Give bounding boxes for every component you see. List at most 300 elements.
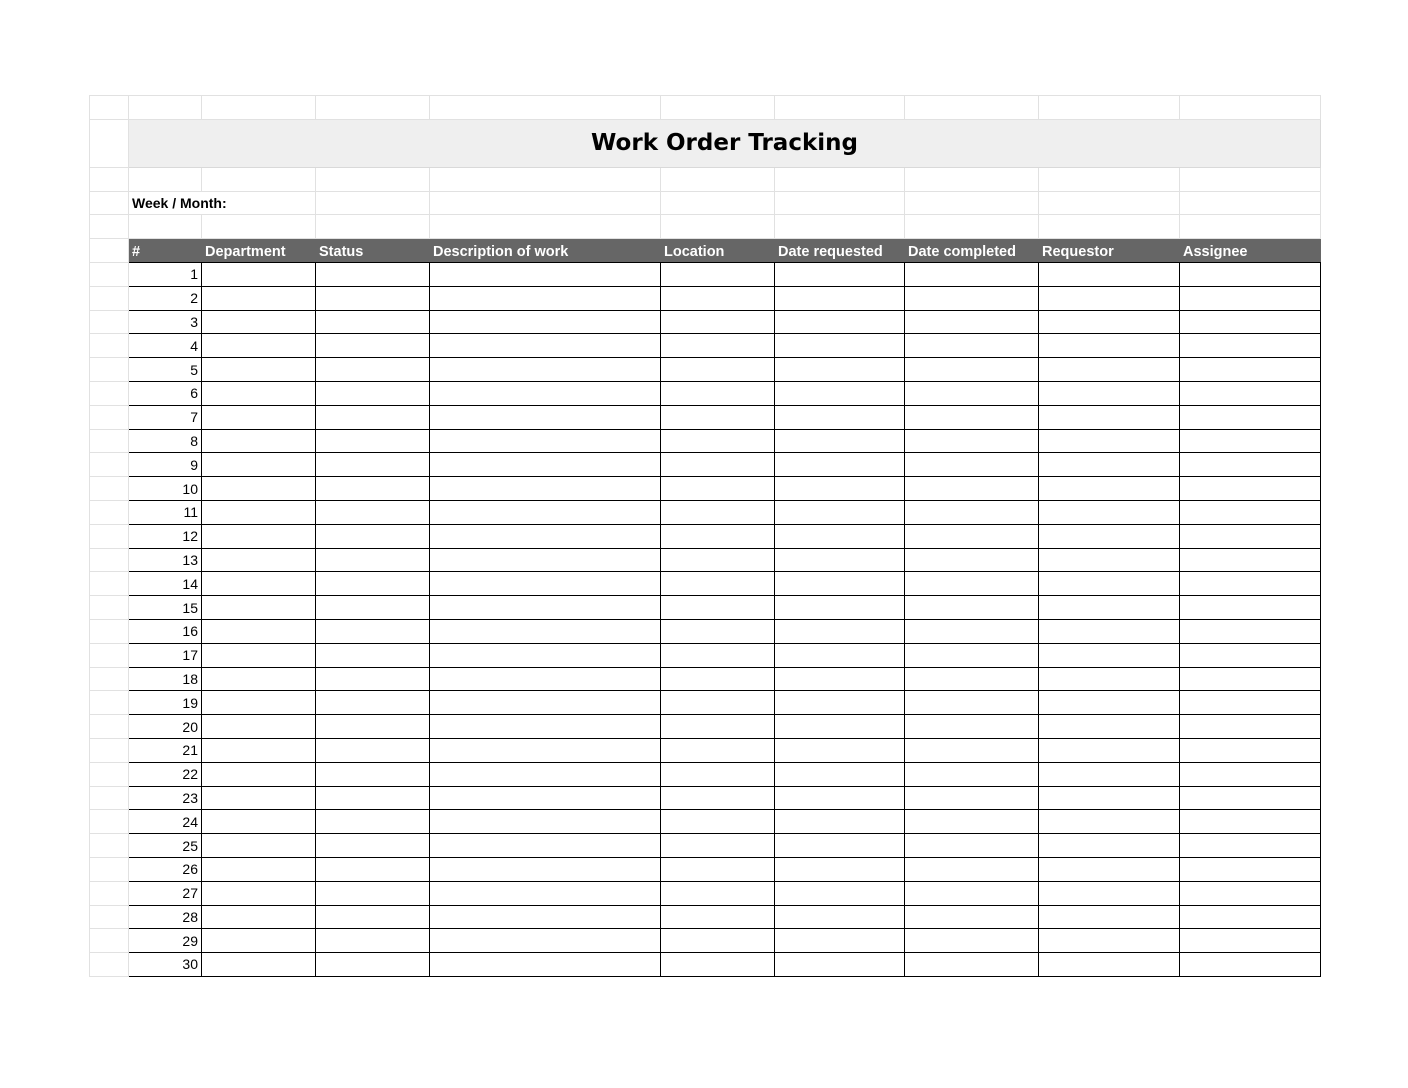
cell-requestor[interactable]	[1039, 262, 1180, 286]
cell-assignee[interactable]	[1180, 762, 1321, 786]
cell-requestor[interactable]	[1039, 572, 1180, 596]
cell-date-completed[interactable]	[905, 524, 1039, 548]
table-row	[90, 596, 1321, 620]
cell-department[interactable]	[202, 381, 316, 405]
cell-status[interactable]	[316, 881, 430, 905]
cell-requestor[interactable]	[1039, 500, 1180, 524]
cell-status[interactable]	[316, 334, 430, 358]
cell-date-requested[interactable]	[775, 477, 905, 501]
cell-description[interactable]	[430, 667, 661, 691]
row-gutter	[90, 810, 129, 834]
cell-requestor[interactable]	[1039, 477, 1180, 501]
cell-description[interactable]	[430, 500, 661, 524]
cell-location[interactable]	[661, 548, 775, 572]
cell-date-requested[interactable]	[775, 286, 905, 310]
cell-location[interactable]	[661, 786, 775, 810]
cell-description[interactable]	[430, 524, 661, 548]
cell-date-completed[interactable]	[905, 500, 1039, 524]
row-number: 22	[129, 762, 202, 786]
row-number: 27	[129, 881, 202, 905]
row-gutter	[90, 857, 129, 881]
cell-assignee[interactable]	[1180, 286, 1321, 310]
cell-location[interactable]	[661, 572, 775, 596]
cell-date-requested[interactable]	[775, 358, 905, 382]
row-gutter	[90, 762, 129, 786]
row-gutter	[90, 381, 129, 405]
cell-status[interactable]	[316, 905, 430, 929]
cell-date-requested[interactable]	[775, 953, 905, 977]
cell-location[interactable]	[661, 310, 775, 334]
cell-status[interactable]	[316, 738, 430, 762]
cell-date-completed[interactable]	[905, 857, 1039, 881]
cell-department[interactable]	[202, 762, 316, 786]
cell-location[interactable]	[661, 881, 775, 905]
cell-status[interactable]	[316, 857, 430, 881]
cell-date-completed[interactable]	[905, 453, 1039, 477]
cell-location[interactable]	[661, 738, 775, 762]
cell-department[interactable]	[202, 453, 316, 477]
cell-requestor[interactable]	[1039, 596, 1180, 620]
cell-location[interactable]	[661, 524, 775, 548]
cell-status[interactable]	[316, 286, 430, 310]
row-gutter	[90, 643, 129, 667]
cell-assignee[interactable]	[1180, 691, 1321, 715]
cell-date-requested[interactable]	[775, 572, 905, 596]
cell-date-completed[interactable]	[905, 810, 1039, 834]
cell-location[interactable]	[661, 477, 775, 501]
table-row	[90, 334, 1321, 358]
cell-department[interactable]	[202, 738, 316, 762]
cell-requestor[interactable]	[1039, 643, 1180, 667]
cell-date-completed[interactable]	[905, 310, 1039, 334]
cell-date-requested[interactable]	[775, 715, 905, 739]
row-number: 17	[129, 643, 202, 667]
title-row	[90, 119, 1321, 167]
cell-requestor[interactable]	[1039, 548, 1180, 572]
cell-department[interactable]	[202, 334, 316, 358]
cell-location[interactable]	[661, 429, 775, 453]
cell-assignee[interactable]	[1180, 834, 1321, 858]
row-number: 24	[129, 810, 202, 834]
cell-date-requested[interactable]	[775, 429, 905, 453]
cell-assignee[interactable]	[1180, 381, 1321, 405]
cell-date-completed[interactable]	[905, 477, 1039, 501]
cell-date-requested[interactable]	[775, 524, 905, 548]
cell-department[interactable]	[202, 548, 316, 572]
cell-requestor[interactable]	[1039, 905, 1180, 929]
cell-status[interactable]	[316, 715, 430, 739]
table-row	[90, 453, 1321, 477]
cell-department[interactable]	[202, 477, 316, 501]
cell-assignee[interactable]	[1180, 405, 1321, 429]
cell-description[interactable]	[430, 596, 661, 620]
cell-requestor[interactable]	[1039, 334, 1180, 358]
cell-date-requested[interactable]	[775, 857, 905, 881]
cell-description[interactable]	[430, 619, 661, 643]
cell-location[interactable]	[661, 905, 775, 929]
cell-requestor[interactable]	[1039, 429, 1180, 453]
table-row	[90, 953, 1321, 977]
cell-date-requested[interactable]	[775, 786, 905, 810]
cell-status[interactable]	[316, 691, 430, 715]
table-row	[90, 715, 1321, 739]
cell-requestor[interactable]	[1039, 738, 1180, 762]
cell-requestor[interactable]	[1039, 358, 1180, 382]
cell-department[interactable]	[202, 286, 316, 310]
cell-description[interactable]	[430, 786, 661, 810]
cell-department[interactable]	[202, 310, 316, 334]
cell-description[interactable]	[430, 857, 661, 881]
cell-date-completed[interactable]	[905, 905, 1039, 929]
cell-date-completed[interactable]	[905, 762, 1039, 786]
cell-department[interactable]	[202, 619, 316, 643]
cell-date-requested[interactable]	[775, 881, 905, 905]
cell-location[interactable]	[661, 358, 775, 382]
cell-assignee[interactable]	[1180, 596, 1321, 620]
table-row	[90, 381, 1321, 405]
row-number: 4	[129, 334, 202, 358]
table-row	[90, 572, 1321, 596]
table-row	[90, 548, 1321, 572]
cell-requestor[interactable]	[1039, 857, 1180, 881]
cell-location[interactable]	[661, 715, 775, 739]
row-number: 23	[129, 786, 202, 810]
cell-date-requested[interactable]	[775, 834, 905, 858]
table-row	[90, 477, 1321, 501]
table-row	[90, 786, 1321, 810]
cell-assignee[interactable]	[1180, 548, 1321, 572]
cell-date-completed[interactable]	[905, 596, 1039, 620]
cell-department[interactable]	[202, 786, 316, 810]
cell-location[interactable]	[661, 810, 775, 834]
cell-requestor[interactable]	[1039, 834, 1180, 858]
week-month-input[interactable]	[316, 191, 430, 215]
cell-location[interactable]	[661, 953, 775, 977]
cell-department[interactable]	[202, 834, 316, 858]
cell-location[interactable]	[661, 691, 775, 715]
cell-location[interactable]	[661, 500, 775, 524]
cell-date-completed[interactable]	[905, 834, 1039, 858]
cell-assignee[interactable]	[1180, 857, 1321, 881]
cell-description[interactable]	[430, 477, 661, 501]
cell-description[interactable]	[430, 929, 661, 953]
row-number: 8	[129, 429, 202, 453]
cell-department[interactable]	[202, 810, 316, 834]
cell-description[interactable]	[430, 762, 661, 786]
cell-location[interactable]	[661, 762, 775, 786]
cell-assignee[interactable]	[1180, 500, 1321, 524]
row-gutter	[90, 953, 129, 977]
cell-date-requested[interactable]	[775, 738, 905, 762]
cell-date-completed[interactable]	[905, 881, 1039, 905]
cell-assignee[interactable]	[1180, 667, 1321, 691]
cell-assignee[interactable]	[1180, 358, 1321, 382]
cell-date-completed[interactable]	[905, 715, 1039, 739]
cell-location[interactable]	[661, 643, 775, 667]
cell-date-requested[interactable]	[775, 929, 905, 953]
cell-date-completed[interactable]	[905, 572, 1039, 596]
cell-requestor[interactable]	[1039, 786, 1180, 810]
cell-status[interactable]	[316, 310, 430, 334]
table-row	[90, 762, 1321, 786]
cell-date-requested[interactable]	[775, 596, 905, 620]
cell-assignee[interactable]	[1180, 738, 1321, 762]
cell-location[interactable]	[661, 381, 775, 405]
row-number: 25	[129, 834, 202, 858]
cell-requestor[interactable]	[1039, 405, 1180, 429]
table-row	[90, 881, 1321, 905]
cell-description[interactable]	[430, 310, 661, 334]
row-gutter	[90, 881, 129, 905]
cell-date-requested[interactable]	[775, 262, 905, 286]
cell-assignee[interactable]	[1180, 310, 1321, 334]
cell-assignee[interactable]	[1180, 715, 1321, 739]
cell-assignee[interactable]	[1180, 619, 1321, 643]
cell-date-completed[interactable]	[905, 286, 1039, 310]
cell-date-requested[interactable]	[775, 810, 905, 834]
cell-description[interactable]	[430, 358, 661, 382]
cell-requestor[interactable]	[1039, 619, 1180, 643]
cell-description[interactable]	[430, 738, 661, 762]
cell-department[interactable]	[202, 929, 316, 953]
cell-requestor[interactable]	[1039, 762, 1180, 786]
cell-status[interactable]	[316, 643, 430, 667]
cell-description[interactable]	[430, 905, 661, 929]
cell-status[interactable]	[316, 405, 430, 429]
cell-date-requested[interactable]	[775, 905, 905, 929]
cell-assignee[interactable]	[1180, 429, 1321, 453]
cell-date-requested[interactable]	[775, 500, 905, 524]
cell-department[interactable]	[202, 405, 316, 429]
cell-location[interactable]	[661, 262, 775, 286]
cell-department[interactable]	[202, 881, 316, 905]
cell-requestor[interactable]	[1039, 667, 1180, 691]
table-row	[90, 691, 1321, 715]
cell-date-completed[interactable]	[905, 334, 1039, 358]
cell-requestor[interactable]	[1039, 310, 1180, 334]
cell-assignee[interactable]	[1180, 953, 1321, 977]
cell-status[interactable]	[316, 596, 430, 620]
cell-department[interactable]	[202, 715, 316, 739]
cell-status[interactable]	[316, 834, 430, 858]
cell-description[interactable]	[430, 453, 661, 477]
cell-status[interactable]	[316, 477, 430, 501]
cell-assignee[interactable]	[1180, 905, 1321, 929]
cell-date-completed[interactable]	[905, 548, 1039, 572]
cell-department[interactable]	[202, 524, 316, 548]
cell-date-requested[interactable]	[775, 310, 905, 334]
cell-department[interactable]	[202, 691, 316, 715]
cell-requestor[interactable]	[1039, 453, 1180, 477]
table-row	[90, 905, 1321, 929]
table-header-row	[90, 239, 1321, 263]
cell-description[interactable]	[430, 810, 661, 834]
cell-assignee[interactable]	[1180, 810, 1321, 834]
row-gutter	[90, 834, 129, 858]
cell-department[interactable]	[202, 429, 316, 453]
cell-department[interactable]	[202, 358, 316, 382]
cell-date-completed[interactable]	[905, 929, 1039, 953]
cell-department[interactable]	[202, 905, 316, 929]
cell-department[interactable]	[202, 667, 316, 691]
cell-department[interactable]	[202, 643, 316, 667]
cell-assignee[interactable]	[1180, 477, 1321, 501]
cell-status[interactable]	[316, 572, 430, 596]
table-row	[90, 619, 1321, 643]
cell-date-requested[interactable]	[775, 381, 905, 405]
row-number: 11	[129, 500, 202, 524]
row-gutter	[90, 286, 129, 310]
cell-description[interactable]	[430, 381, 661, 405]
cell-description[interactable]	[430, 691, 661, 715]
table-row	[90, 929, 1321, 953]
row-gutter	[90, 262, 129, 286]
cell-date-requested[interactable]	[775, 334, 905, 358]
cell-location[interactable]	[661, 929, 775, 953]
row-gutter	[90, 548, 129, 572]
cell-requestor[interactable]	[1039, 691, 1180, 715]
row-gutter	[90, 477, 129, 501]
cell-status[interactable]	[316, 500, 430, 524]
cell-date-completed[interactable]	[905, 358, 1039, 382]
row-number: 20	[129, 715, 202, 739]
cell-requestor[interactable]	[1039, 810, 1180, 834]
cell-requestor[interactable]	[1039, 881, 1180, 905]
cell-description[interactable]	[430, 715, 661, 739]
row-number: 14	[129, 572, 202, 596]
cell-assignee[interactable]	[1180, 643, 1321, 667]
cell-department[interactable]	[202, 857, 316, 881]
cell-date-requested[interactable]	[775, 667, 905, 691]
cell-date-completed[interactable]	[905, 381, 1039, 405]
cell-date-requested[interactable]	[775, 762, 905, 786]
cell-requestor[interactable]	[1039, 286, 1180, 310]
row-gutter	[90, 905, 129, 929]
cell-date-requested[interactable]	[775, 691, 905, 715]
cell-department[interactable]	[202, 953, 316, 977]
cell-location[interactable]	[661, 857, 775, 881]
cell-date-completed[interactable]	[905, 667, 1039, 691]
row-number: 10	[129, 477, 202, 501]
cell-department[interactable]	[202, 572, 316, 596]
cell-date-requested[interactable]	[775, 453, 905, 477]
cell-status[interactable]	[316, 524, 430, 548]
cell-status[interactable]	[316, 429, 430, 453]
cell-date-requested[interactable]	[775, 405, 905, 429]
cell-status[interactable]	[316, 929, 430, 953]
cell-assignee[interactable]	[1180, 881, 1321, 905]
cell-location[interactable]	[661, 405, 775, 429]
table-row	[90, 524, 1321, 548]
row-gutter	[90, 500, 129, 524]
cell-status[interactable]	[316, 262, 430, 286]
column-header-status: Status	[316, 239, 430, 263]
cell-date-completed[interactable]	[905, 786, 1039, 810]
row-number: 16	[129, 619, 202, 643]
cell-location[interactable]	[661, 834, 775, 858]
cell-description[interactable]	[430, 881, 661, 905]
column-header-department: Department	[202, 239, 316, 263]
cell-description[interactable]	[430, 286, 661, 310]
cell-location[interactable]	[661, 286, 775, 310]
cell-assignee[interactable]	[1180, 786, 1321, 810]
cell-description[interactable]	[430, 429, 661, 453]
cell-description[interactable]	[430, 834, 661, 858]
cell-date-requested[interactable]	[775, 619, 905, 643]
cell-description[interactable]	[430, 572, 661, 596]
cell-department[interactable]	[202, 500, 316, 524]
cell-status[interactable]	[316, 667, 430, 691]
cell-date-completed[interactable]	[905, 405, 1039, 429]
cell-requestor[interactable]	[1039, 381, 1180, 405]
cell-status[interactable]	[316, 762, 430, 786]
cell-location[interactable]	[661, 667, 775, 691]
cell-description[interactable]	[430, 334, 661, 358]
cell-date-completed[interactable]	[905, 738, 1039, 762]
cell-date-completed[interactable]	[905, 691, 1039, 715]
table-row	[90, 358, 1321, 382]
cell-date-completed[interactable]	[905, 429, 1039, 453]
page-title: Work Order Tracking	[129, 119, 1321, 167]
cell-assignee[interactable]	[1180, 572, 1321, 596]
cell-department[interactable]	[202, 262, 316, 286]
cell-status[interactable]	[316, 619, 430, 643]
cell-date-completed[interactable]	[905, 619, 1039, 643]
cell-department[interactable]	[202, 596, 316, 620]
cell-requestor[interactable]	[1039, 929, 1180, 953]
column-header-requestor: Requestor	[1039, 239, 1180, 263]
cell-status[interactable]	[316, 953, 430, 977]
cell-assignee[interactable]	[1180, 929, 1321, 953]
week-month-label: Week / Month:	[129, 191, 316, 215]
cell-requestor[interactable]	[1039, 953, 1180, 977]
cell-status[interactable]	[316, 548, 430, 572]
cell-status[interactable]	[316, 358, 430, 382]
cell-location[interactable]	[661, 619, 775, 643]
cell-description[interactable]	[430, 405, 661, 429]
cell-date-requested[interactable]	[775, 643, 905, 667]
cell-date-completed[interactable]	[905, 953, 1039, 977]
cell-requestor[interactable]	[1039, 524, 1180, 548]
cell-status[interactable]	[316, 786, 430, 810]
cell-requestor[interactable]	[1039, 715, 1180, 739]
cell-description[interactable]	[430, 953, 661, 977]
cell-description[interactable]	[430, 643, 661, 667]
work-order-sheet	[89, 95, 1321, 977]
cell-status[interactable]	[316, 381, 430, 405]
cell-status[interactable]	[316, 810, 430, 834]
cell-location[interactable]	[661, 596, 775, 620]
cell-location[interactable]	[661, 453, 775, 477]
cell-date-requested[interactable]	[775, 548, 905, 572]
row-number: 21	[129, 738, 202, 762]
cell-description[interactable]	[430, 548, 661, 572]
cell-date-completed[interactable]	[905, 643, 1039, 667]
table-row	[90, 810, 1321, 834]
cell-assignee[interactable]	[1180, 334, 1321, 358]
cell-date-completed[interactable]	[905, 262, 1039, 286]
cell-location[interactable]	[661, 334, 775, 358]
cell-assignee[interactable]	[1180, 453, 1321, 477]
cell-assignee[interactable]	[1180, 262, 1321, 286]
column-header-number: #	[129, 239, 202, 263]
row-number: 13	[129, 548, 202, 572]
cell-description[interactable]	[430, 262, 661, 286]
column-header-location: Location	[661, 239, 775, 263]
table-row	[90, 286, 1321, 310]
cell-status[interactable]	[316, 453, 430, 477]
cell-assignee[interactable]	[1180, 524, 1321, 548]
